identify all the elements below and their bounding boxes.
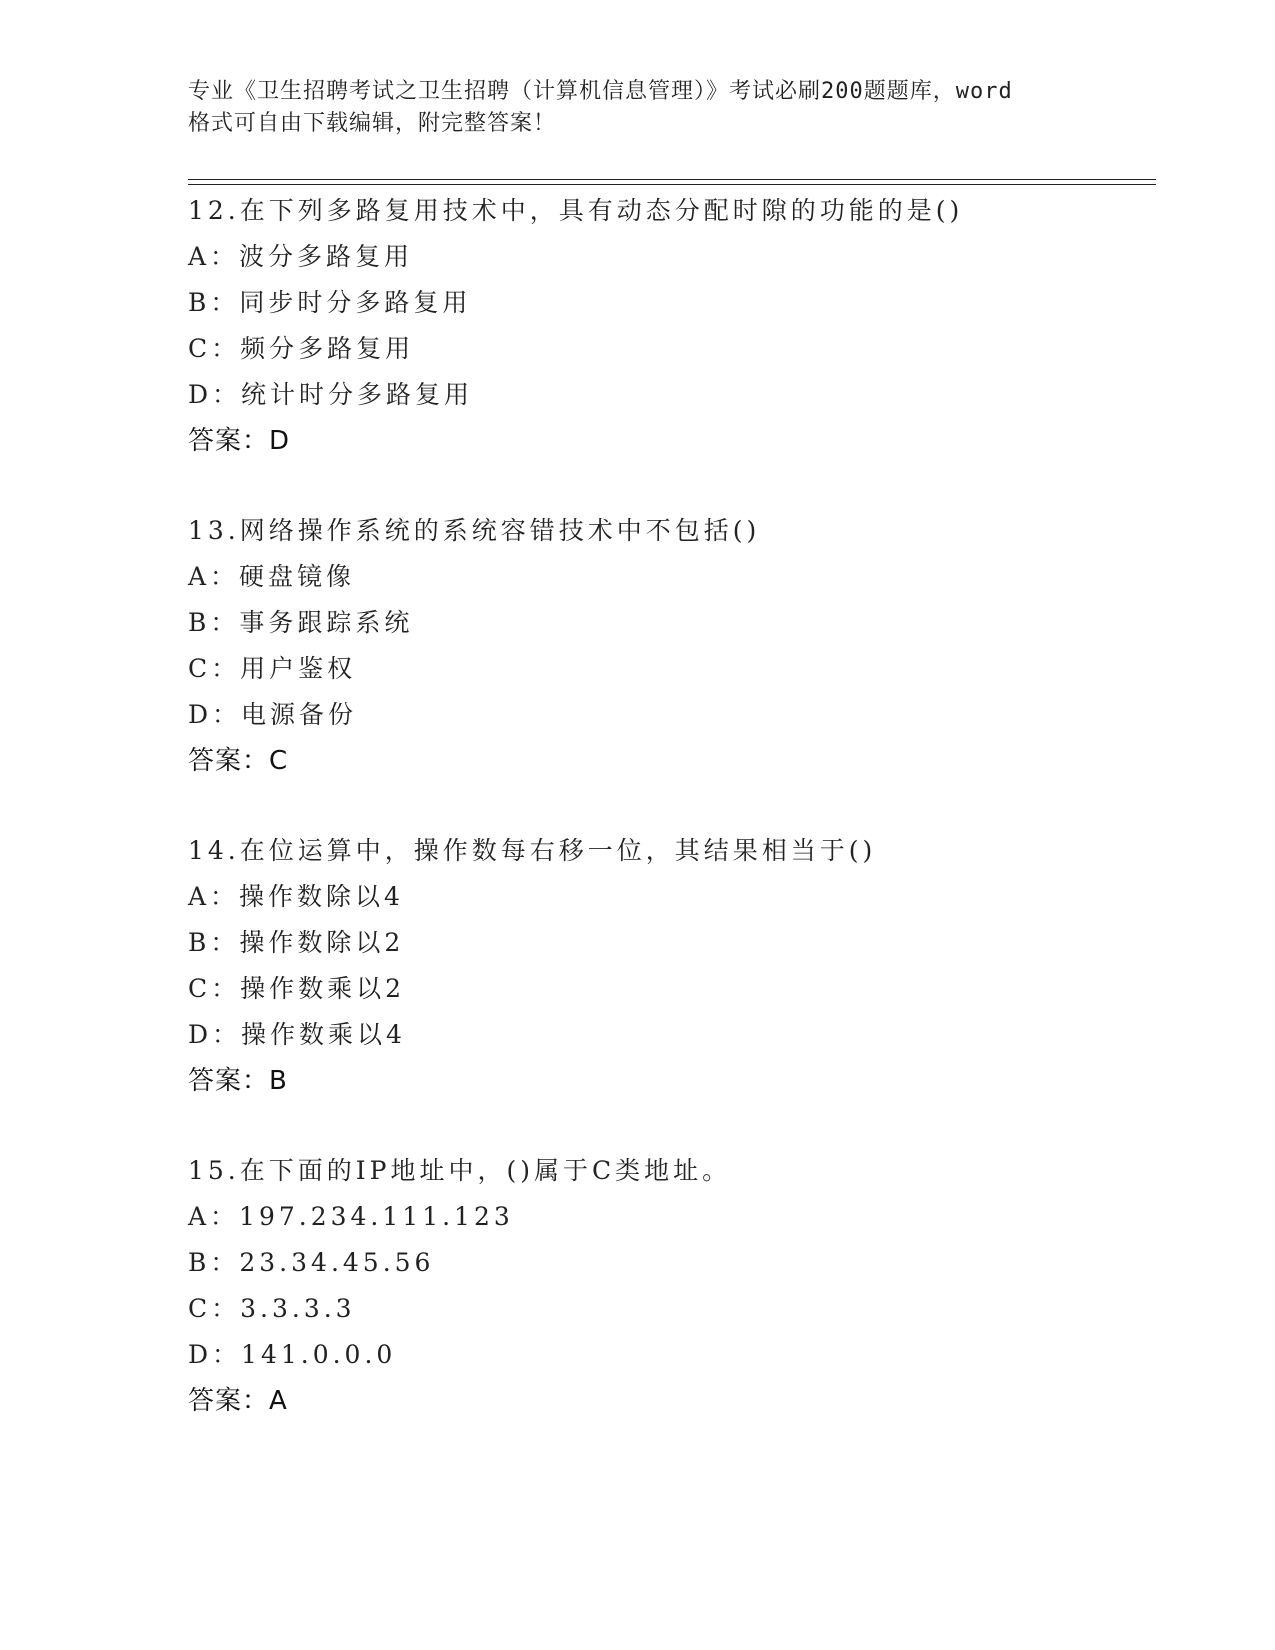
option-b: B：同步时分多路复用 (188, 288, 472, 317)
option-b: B：事务跟踪系统 (188, 608, 414, 637)
question-12 (188, 188, 1148, 464)
answer-line: 答案：C (188, 746, 289, 776)
header-divider-top (188, 179, 1156, 180)
option-a: A：操作数除以4 (188, 882, 404, 911)
answer-line: 答案：B (188, 1066, 288, 1096)
option-c: C：操作数乘以2 (188, 974, 406, 1003)
option-a: A：硬盘镜像 (188, 562, 356, 591)
question-stem: 15.在下面的IP地址中，()属于C类地址。 (188, 1156, 732, 1185)
answer-line: 答案：A (188, 1386, 288, 1416)
answer-line: 答案：D (188, 426, 291, 456)
option-d: D：统计时分多路复用 (188, 380, 474, 409)
option-c: C：3.3.3.3 (188, 1294, 356, 1323)
option-d: D：操作数乘以4 (188, 1020, 406, 1049)
option-a: A：197.234.111.123 (188, 1202, 514, 1231)
question-stem: 13.网络操作系统的系统容错技术中不包括() (188, 516, 761, 545)
header-title-line-2: 格式可自由下载编辑，附完整答案！ (188, 111, 557, 136)
document-header (188, 76, 1088, 140)
option-b: B：23.34.45.56 (188, 1248, 435, 1277)
option-b: B：操作数除以2 (188, 928, 405, 957)
header-divider-bottom (188, 184, 1156, 185)
option-d: D：141.0.0.0 (188, 1340, 397, 1369)
option-a: A：波分多路复用 (188, 242, 414, 271)
option-d: D：电源备份 (188, 700, 358, 729)
question-stem: 14.在位运算中，操作数每右移一位，其结果相当于() (188, 836, 877, 865)
question-13 (188, 508, 1148, 784)
question-15 (188, 1148, 1148, 1424)
option-c: C：频分多路复用 (188, 334, 415, 363)
header-title-line-1: 专业《卫生招聘考试之卫生招聘（计算机信息管理）》考试必刷200题题库，word (188, 79, 1013, 104)
question-14 (188, 828, 1148, 1104)
option-c: C：用户鉴权 (188, 654, 357, 683)
question-stem: 12.在下列多路复用技术中，具有动态分配时隙的功能的是() (188, 196, 964, 225)
